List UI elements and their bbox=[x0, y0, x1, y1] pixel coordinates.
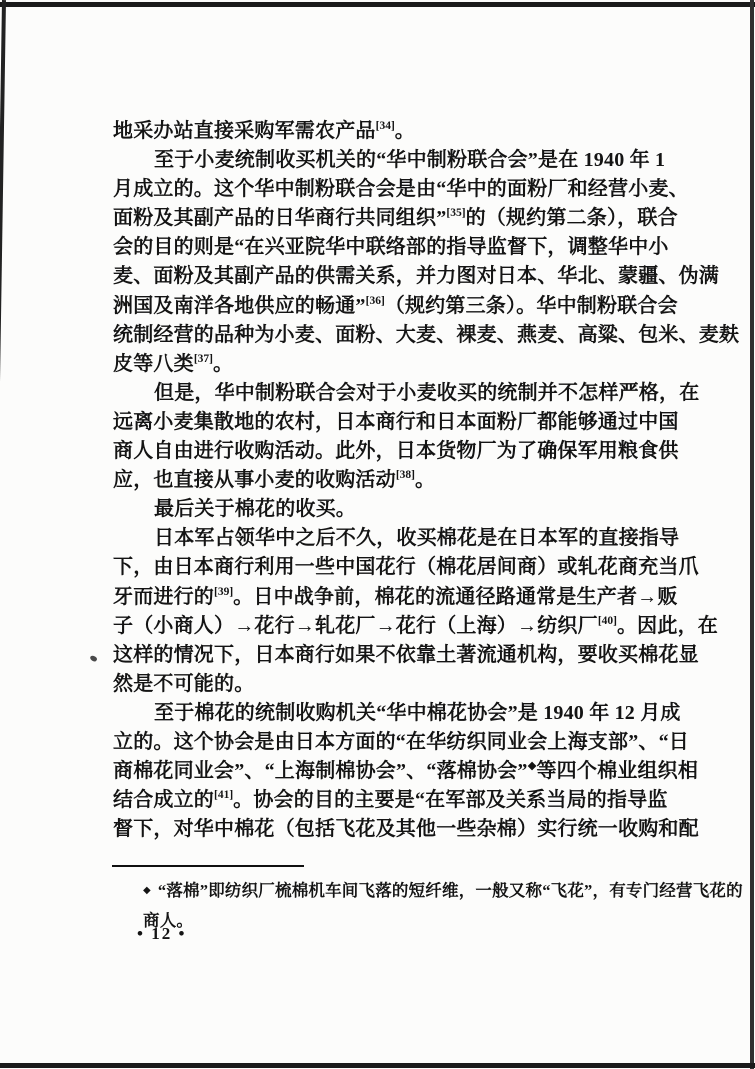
text-line bbox=[113, 146, 665, 175]
text-segment: 商棉花同业会”、“上海制棉协会”、“落棉协会” bbox=[113, 760, 528, 783]
text-line bbox=[113, 553, 699, 582]
text-segment: 远离小麦集散地的农村，日本商行和日本面粉厂都能够通过中国 bbox=[113, 410, 679, 433]
text-line bbox=[113, 379, 700, 408]
page-border-left bbox=[0, 0, 6, 1069]
footnote-ref: [41] bbox=[214, 789, 234, 802]
page-border-top bbox=[0, 2, 755, 7]
footnote-text: “落棉”即纺织厂梳棉机车间飞落的短纤维，一般又称“飞花”，有专门经营飞花的 bbox=[157, 881, 743, 900]
footnote-ref: [34] bbox=[375, 120, 395, 132]
text-segment: 。 bbox=[212, 352, 234, 375]
text-line bbox=[113, 728, 689, 757]
text-line bbox=[113, 408, 679, 437]
text-line bbox=[113, 321, 740, 350]
text-segment: 但是，华中制粉联合会对于小麦收买的统制并不怎样严格，在 bbox=[154, 381, 700, 404]
footnote-ref: [38] bbox=[395, 469, 415, 482]
page-border-right bbox=[750, 0, 754, 1069]
text-segment: 最后关于棉花的收买。 bbox=[154, 498, 356, 521]
footnote-ref: [39] bbox=[214, 585, 234, 598]
text-segment: 月成立的。这个华中制粉联合会是由“华中的面粉厂和经营小麦、 bbox=[113, 178, 689, 201]
text-line bbox=[113, 437, 679, 466]
text-segment: 这样的情况下，日本商行如果不依靠土著流通机构，要收买棉花显 bbox=[113, 643, 699, 666]
footnote-text: 商人。 bbox=[143, 910, 194, 930]
text-segment: 。 bbox=[414, 469, 436, 492]
text-line bbox=[113, 292, 678, 321]
text-segment: 牙而进行的 bbox=[113, 585, 214, 608]
text-segment: 。 bbox=[394, 120, 415, 142]
text-line bbox=[113, 815, 699, 844]
footnote-line bbox=[143, 878, 743, 908]
text-segment: 。因此，在 bbox=[616, 614, 718, 637]
text-line bbox=[113, 262, 719, 291]
text-line bbox=[113, 175, 689, 204]
text-segment: 至于小麦统制收买机关的“华中制粉联合会”是在 1940 年 1 bbox=[154, 149, 666, 172]
footnote-ref: [36] bbox=[365, 294, 385, 307]
text-segment: 督下，对华中棉花（包括飞花及其他一些杂棉）实行统一收购和配 bbox=[113, 818, 699, 841]
text-segment: 下，由日本商行利用一些中国花行（棉花居间商）或轧花商充当爪 bbox=[113, 556, 699, 579]
text-segment: 至于棉花的统制收购机关“华中棉花协会”是 1940 年 12 月成 bbox=[154, 701, 681, 724]
footnote-marker: ◆ bbox=[143, 885, 151, 896]
text-line bbox=[113, 233, 669, 262]
text-segment: （规约第三条）。华中制粉联合会 bbox=[384, 294, 678, 317]
text-segment: 然是不可能的。 bbox=[113, 672, 255, 695]
footnote-ref: ◆ bbox=[527, 760, 537, 773]
text-segment: 结合成立的 bbox=[113, 789, 214, 812]
text-line bbox=[113, 699, 681, 728]
text-segment: 商人自由进行收购活动。此外，日本货物厂为了确保军用粮食供 bbox=[113, 440, 679, 463]
page-number: • 12 • bbox=[137, 924, 187, 943]
text-segment: 皮等八类 bbox=[113, 352, 194, 375]
text-segment: 子（小商人）→花行→轧花厂→花行（上海）→纺织厂 bbox=[113, 614, 598, 637]
footnote-line bbox=[143, 908, 665, 935]
footnote-ref: [40] bbox=[597, 614, 617, 627]
text-segment: 日本军占领华中之后不久，收买棉花是在日本军的直接指导 bbox=[154, 527, 680, 550]
text-segment: 应，也直接从事小麦的收购活动 bbox=[113, 469, 396, 492]
text-line bbox=[113, 612, 718, 641]
text-line bbox=[113, 757, 699, 786]
text-segment: 的（规约第二条），联合 bbox=[465, 207, 678, 230]
scan-artifact bbox=[89, 654, 98, 662]
text-segment: 立的。这个协会是由日本方面的“在华纺织同业会上海支部”、“日 bbox=[113, 730, 689, 753]
text-line bbox=[113, 204, 678, 233]
text-line bbox=[113, 117, 665, 146]
body-text bbox=[113, 117, 740, 844]
footnote-ref: [37] bbox=[193, 352, 213, 365]
text-line bbox=[113, 495, 665, 524]
footnote bbox=[143, 878, 743, 934]
text-segment: 。协会的目的主要是“在军部及关系当局的指导监 bbox=[233, 789, 668, 812]
text-segment: 面粉及其副产品的日华商行共同组织” bbox=[113, 207, 447, 230]
text-segment: 麦、面粉及其副产品的供需关系，并力图对日本、华北、蒙疆、伪满 bbox=[113, 265, 719, 288]
text-line bbox=[113, 641, 699, 670]
text-line bbox=[113, 524, 680, 553]
text-segment: 地采办站直接采购军需农产品 bbox=[113, 120, 376, 142]
text-segment: 。日中战争前，棉花的流通径路通常是生产者→贩 bbox=[233, 585, 678, 608]
text-segment: 会的目的则是“在兴亚院华中联络部的指导监督下，调整华中小 bbox=[113, 236, 669, 259]
text-segment: 等四个棉业组织相 bbox=[536, 760, 699, 783]
text-line bbox=[113, 670, 665, 699]
text-segment: 统制经营的品种为小麦、面粉、大麦、裸麦、燕麦、高粱、包米、麦麸 bbox=[113, 323, 740, 346]
text-segment: 洲国及南洋各地供应的畅通” bbox=[113, 294, 366, 317]
text-line bbox=[113, 350, 665, 379]
text-line bbox=[113, 786, 668, 815]
footnote-divider bbox=[112, 865, 304, 867]
footnote-ref: [35] bbox=[446, 207, 466, 220]
page-border-bottom bbox=[0, 1063, 755, 1068]
text-line bbox=[113, 466, 665, 495]
text-line bbox=[113, 583, 678, 612]
